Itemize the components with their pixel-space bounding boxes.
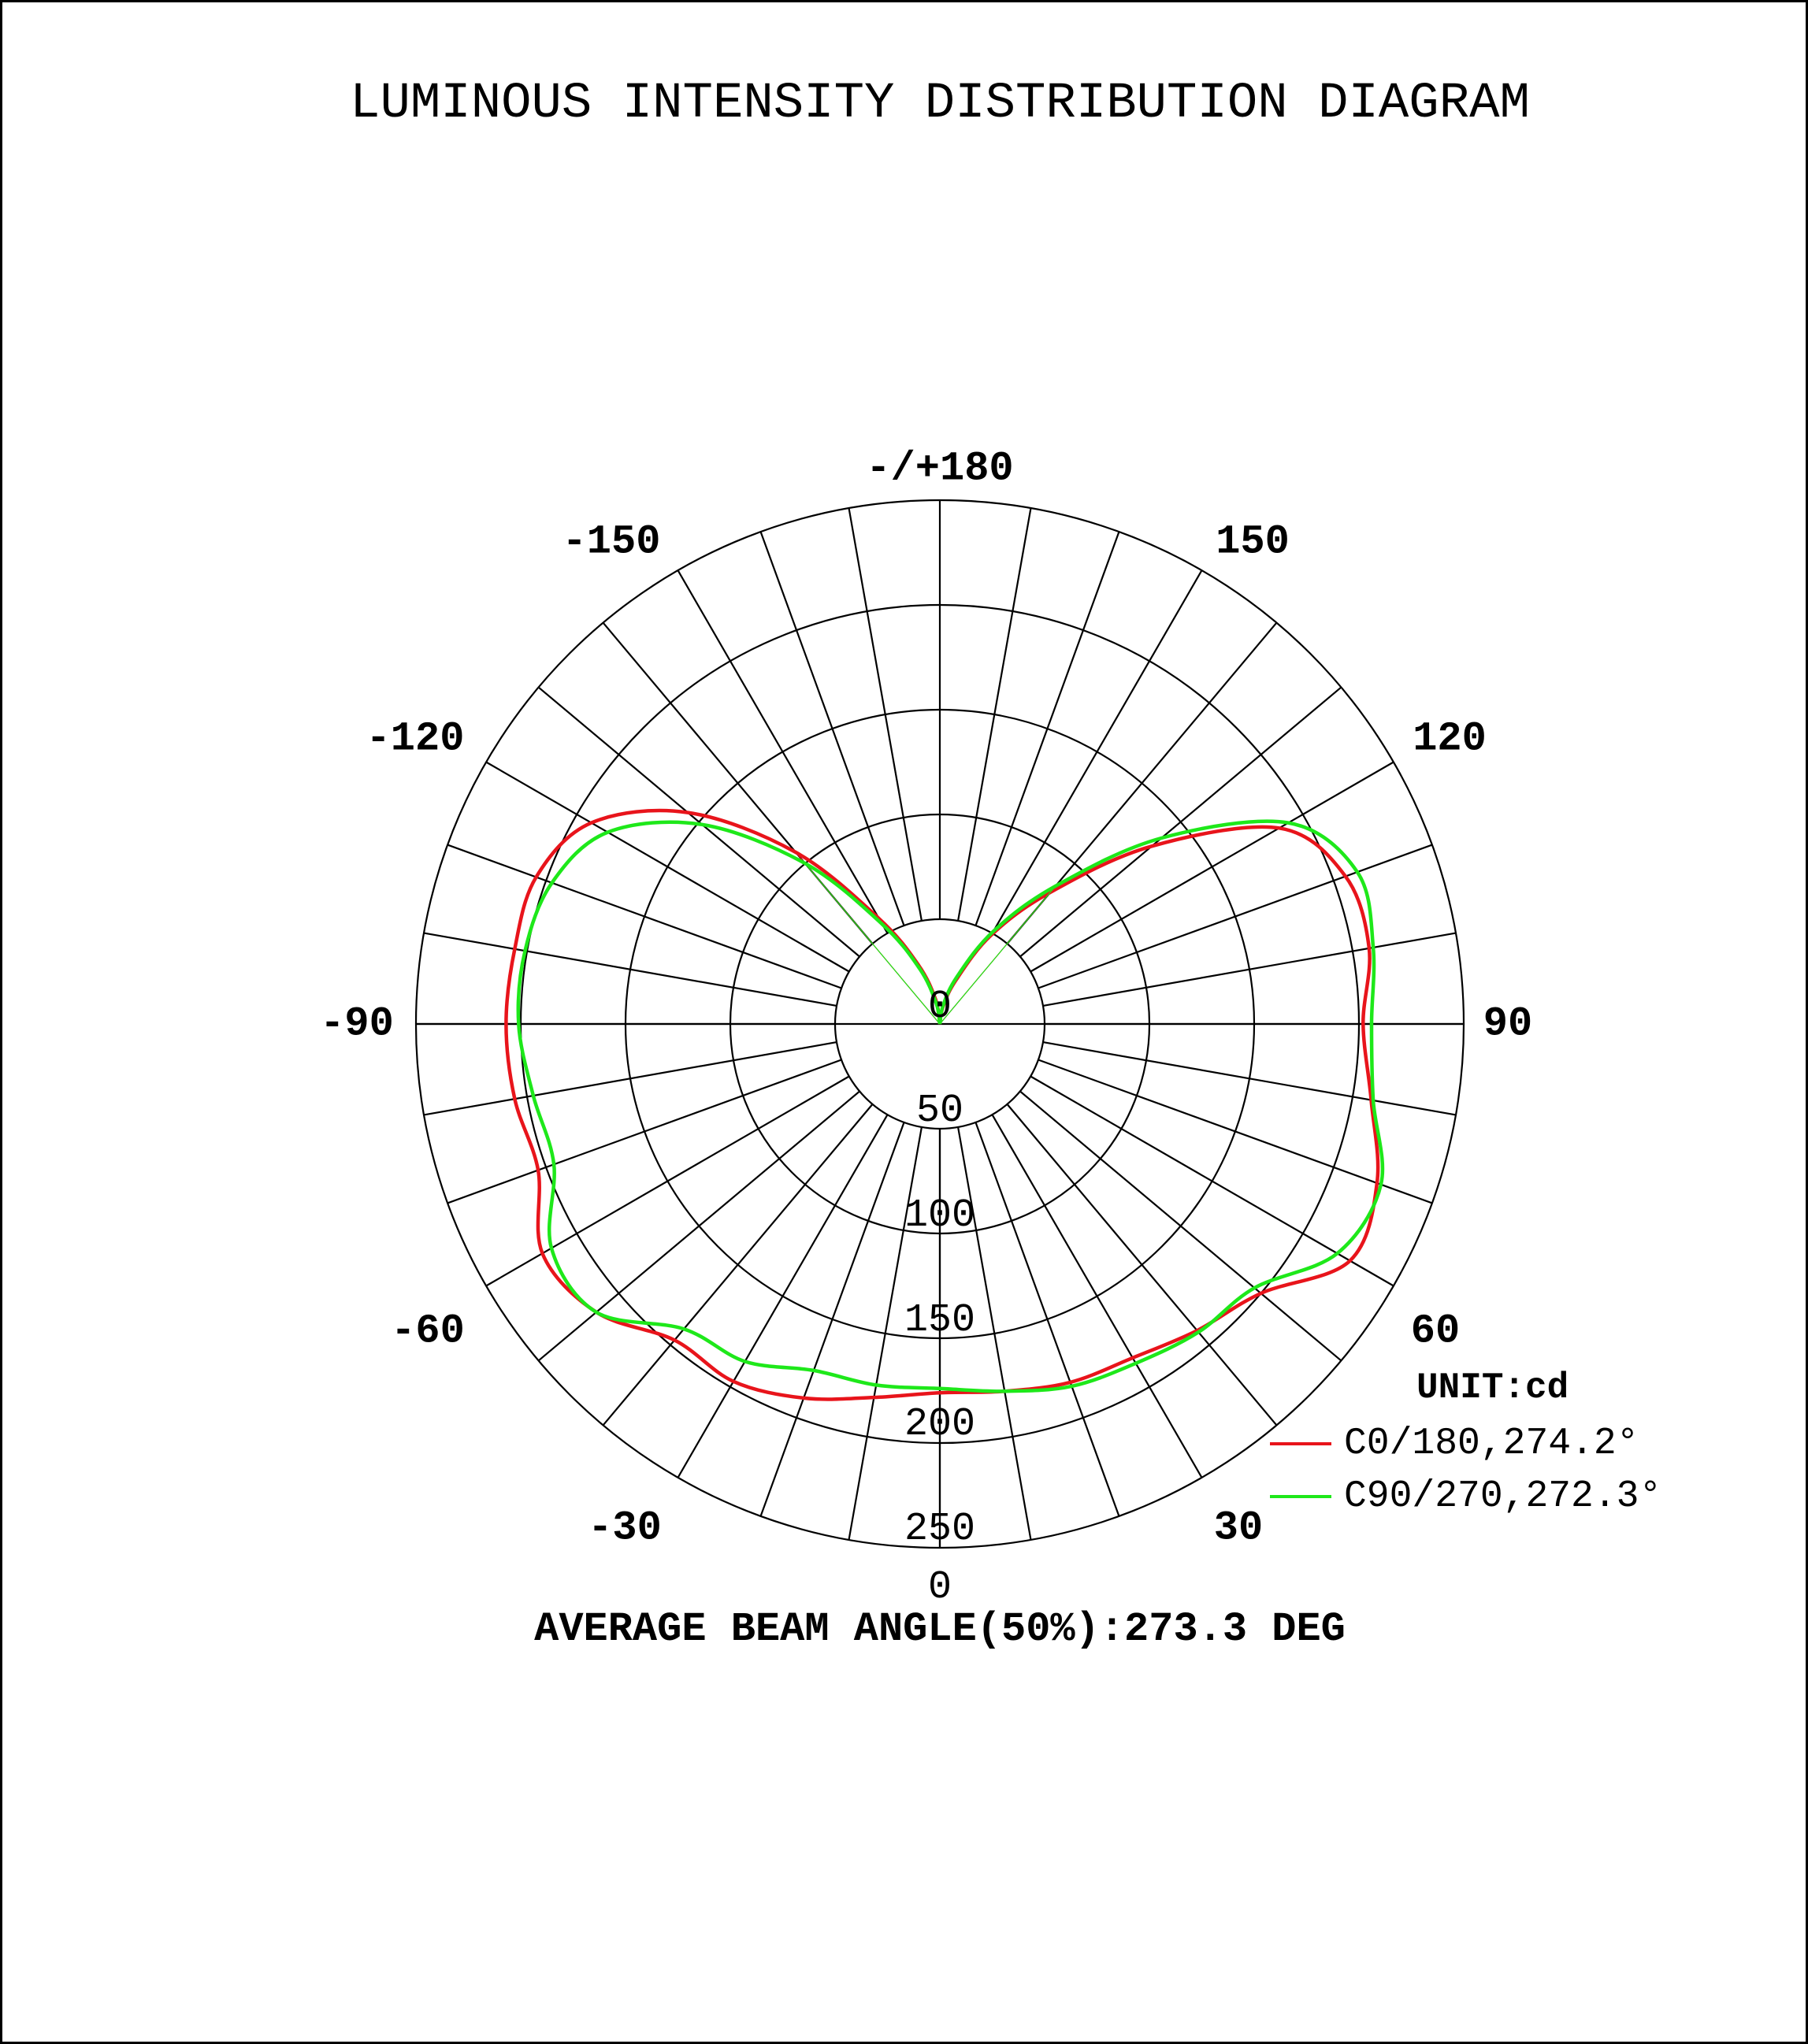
radial-tick-label-6: 0 [927, 1565, 952, 1611]
radial-tick-label-1: 50 [915, 1089, 964, 1134]
angle-label-90: 90 [1483, 1000, 1533, 1048]
angle-label-neg60: -60 [391, 1308, 465, 1355]
angle-label-neg120: -120 [366, 715, 465, 762]
unit-label: UNIT:cd [1416, 1367, 1569, 1408]
radial-tick-label-5: 250 [904, 1507, 976, 1552]
radial-tick-label-2: 100 [904, 1193, 976, 1239]
angle-label-120: 120 [1413, 715, 1487, 762]
angle-label-60: 60 [1410, 1308, 1461, 1355]
chart-title: LUMINOUS INTENSITY DISTRIBUTION DIAGRAM [350, 76, 1530, 132]
angle-label-neg150: -150 [562, 518, 661, 566]
radial-tick-label-4: 200 [904, 1402, 976, 1448]
page-border [2, 2, 1807, 2043]
angle-label-30: 30 [1213, 1504, 1264, 1552]
radial-tick-label-3: 150 [904, 1298, 976, 1344]
beam-angle-label: AVERAGE BEAM ANGLE(50%):273.3 DEG [534, 1606, 1346, 1653]
legend-label-c90: C90/270,272.3° [1344, 1475, 1662, 1518]
angle-label-neg30: -30 [588, 1504, 662, 1552]
angle-label-150: 150 [1216, 518, 1290, 566]
angle-label-180: -/+180 [866, 445, 1014, 492]
radial-tick-label-0: 0 [927, 985, 952, 1030]
angle-label-neg90: -90 [320, 1000, 394, 1048]
legend-label-c0: C0/180,274.2° [1344, 1423, 1639, 1465]
